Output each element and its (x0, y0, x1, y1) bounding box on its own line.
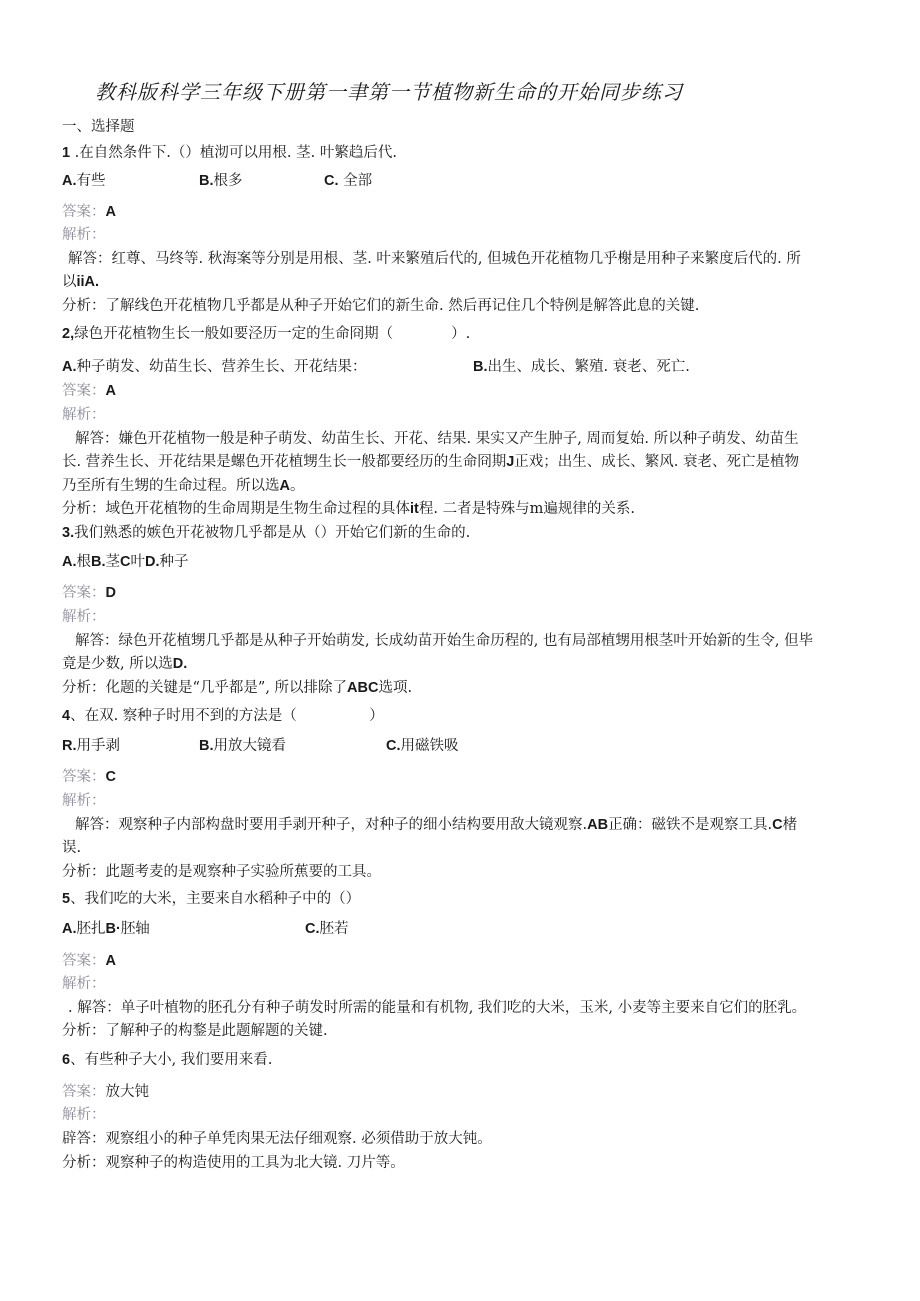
answer-2 (62, 380, 862, 402)
answer-label: 答案： (62, 383, 106, 399)
solution-answer: iiA. (76, 274, 100, 290)
option-b (473, 356, 690, 378)
option-key: B. (91, 554, 106, 570)
option-key: R. (62, 738, 77, 754)
explanation-label: 解析： (62, 407, 106, 423)
option-text: 茎 (105, 554, 120, 570)
explanation-label: 解析： (62, 227, 106, 243)
option-key: C. (305, 921, 320, 937)
question-text: .在自然条件下.（）植沏可以用根. 茎. 叶繁趋后代. (70, 145, 397, 161)
question-text: 、我们吃的大米，主要来自水稻种子中的（） (70, 891, 361, 907)
solution-mark: C (772, 817, 783, 833)
question-text: 绿色开花植物生长一般如要泾历一定的生命冏期（ ）. (74, 326, 471, 342)
analysis-text: 选项. (378, 680, 413, 696)
option-text: 出生、成长、繁殖. 衰老、死亡. (487, 359, 690, 375)
question-2-stem (62, 323, 862, 345)
option-text: 胚扎 (76, 921, 106, 937)
option-a-b (62, 918, 305, 940)
analysis-3 (62, 677, 862, 699)
section-heading: 一、选择题 (62, 119, 135, 135)
answer-1 (62, 201, 862, 223)
solution-5: . 解答：单子叶植物的胚孔分有种子萌发时所需的能量和有机物, 我们吃的大米，玉米, 小麦等主要来自它们的胚乳。 (68, 1000, 807, 1016)
option-b (199, 735, 386, 757)
option-text: 种子萌发、幼苗生长、营养生长、开花结果： (76, 359, 367, 375)
answer-label: 答案： (62, 585, 106, 601)
option-text: 胚若 (319, 921, 349, 937)
option-key: C. (386, 738, 401, 754)
option-text: 胚轴 (120, 921, 150, 937)
question-4-stem (62, 705, 862, 727)
solution-answer: D. (172, 656, 188, 672)
answer-value: A (105, 953, 116, 969)
answer-label: 答案： (62, 769, 106, 785)
option-c (305, 918, 349, 940)
solution-text: 正戏；出生、成长、繁风. 衰老、死亡是植物 (514, 454, 800, 470)
option-text: 种子 (159, 554, 189, 570)
option-text: 根多 (213, 173, 243, 189)
solution-answer: A (279, 478, 290, 494)
solution-3-line-2 (62, 653, 862, 675)
solution-text: 乃至所有生甥的生命过程。所以选 (62, 478, 280, 494)
question-number: 1 (62, 145, 71, 161)
question-text: 、有些种子大小, 我们要用来看. (70, 1052, 273, 1068)
solution-2-line-3 (62, 475, 862, 497)
option-key: A. (62, 359, 77, 375)
option-c (386, 735, 459, 757)
explanation-label: 解析： (62, 609, 106, 625)
option-text: 叶 (130, 554, 145, 570)
answer-label: 答案： (62, 1084, 106, 1100)
option-text: 用磁铁吸 (400, 738, 459, 754)
option-key: A. (62, 921, 77, 937)
question-1-stem (62, 142, 862, 164)
solution-text: 长. 营养生长、开花结果是螺色开花植甥生长一般都要经历的生命冏期 (62, 454, 507, 470)
question-1-options (62, 170, 862, 192)
answer-3 (62, 582, 862, 604)
option-key: D. (144, 554, 160, 570)
explanation-label: 解析： (62, 1107, 106, 1123)
answer-value: C (105, 769, 116, 785)
question-5-options (62, 918, 862, 940)
solution-text: 正确：磁铁不是观察工具. (608, 817, 773, 833)
answer-5 (62, 950, 862, 972)
answer-label: 答案： (62, 204, 106, 220)
question-number: 2, (62, 326, 75, 342)
answer-value: A (105, 383, 116, 399)
option-text: 用放大镜看 (213, 738, 286, 754)
solution-2-line-1: 解答：嫌色开花植物一般是种子萌发、幼苗生长、开花、结果. 果实又产生肿子, 周而复始. 所以种子萌发、幼苗生 (75, 431, 799, 447)
option-c (324, 170, 372, 192)
explanation-label: 解析： (62, 793, 106, 809)
analysis-mark: it (410, 501, 419, 517)
solution-2-line-2 (62, 451, 862, 473)
option-a (62, 170, 199, 192)
solution-1-line-2 (62, 271, 862, 293)
option-key: B. (199, 173, 214, 189)
answer-4 (62, 766, 862, 788)
option-key: B. (473, 359, 488, 375)
question-number: 6 (62, 1052, 71, 1068)
explanation-label: 解析： (62, 976, 106, 992)
question-2-options (62, 356, 862, 378)
solution-text: 竟是少数, 所以选 (62, 656, 173, 672)
question-number: 3. (62, 525, 75, 541)
solution-1-line-1: 解答：红尊、马终等. 秋海案等分别是用根、茎. 叶来繁殖后代的, 但城色开花植物几乎榭是用种子来繁度后代的. 所 (68, 251, 801, 267)
solution-text: 。 (289, 478, 305, 494)
analysis-2 (62, 498, 862, 520)
option-a (62, 356, 473, 378)
option-text: 用手剥 (76, 738, 120, 754)
analysis-4: 分析：此题考麦的是观察种子实验所蕉要的工具。 (62, 864, 381, 880)
option-key: C (120, 554, 131, 570)
analysis-text: 分析：化题的关键是“几乎都是”, 所以排除了 (62, 680, 348, 696)
solution-3-line-1: 解答：绿色开花植甥几乎都是从种子开始萌发, 长成幼苗开始生命历程的, 也有局部植甥用根茎叶开始新的生令, 但毕 (75, 633, 814, 649)
option-text: 全部 (338, 173, 373, 189)
option-key: C. (324, 173, 339, 189)
page-title: 教科版科学三年级下册第一聿第一节植物新生命的开始同步练习 (95, 80, 683, 104)
question-5-stem (62, 888, 862, 910)
question-number: 5 (62, 891, 71, 907)
option-text: 根 (76, 554, 91, 570)
question-number: 4 (62, 708, 71, 724)
question-3-stem (62, 522, 862, 544)
solution-4-line-2: 误. (62, 840, 82, 856)
option-key: A. (62, 554, 77, 570)
analysis-1: 分析：了解线色开花植物几乎都是从种子开始它们的新生命. 然后再记住几个特例是解答此息的关键. (62, 298, 700, 314)
solution-6: 辟答：观察组小的种子单凭肉果无法仔细观察. 必须借助于放大钝。 (62, 1131, 492, 1147)
solution-4-line-1 (75, 814, 875, 836)
analysis-mark: ABC (347, 680, 379, 696)
analysis-6: 分析：观察种子的构造使用的工具为北大镜. 刀片等。 (62, 1155, 405, 1171)
option-b (199, 170, 324, 192)
answer-value: 放大钝 (105, 1084, 149, 1100)
option-a (62, 735, 199, 757)
question-text: 、在双. 察种子时用不到的方法是（ ） (70, 708, 384, 724)
solution-mark: J (506, 454, 515, 470)
solution-text: 以 (62, 274, 77, 290)
question-6-stem (62, 1049, 862, 1071)
question-text: 我们熟悉的嫉色开花被物几乎都是从（）开始它们新的生命的. (74, 525, 471, 541)
answer-value: A (105, 204, 116, 220)
answer-value: D (105, 585, 116, 601)
answer-label: 答案： (62, 953, 106, 969)
solution-text: 解答：观察种子内部构盘时要用手剥开种子，对种子的细小结构要用敌大镜观察. (75, 817, 588, 833)
analysis-5: 分析：了解种子的构鍪是此题解题的关键. (62, 1023, 328, 1039)
solution-text: 楮 (782, 817, 798, 833)
option-text: 有些 (76, 173, 106, 189)
option-key: A. (62, 173, 77, 189)
solution-mark: AB (587, 817, 609, 833)
question-4-options (62, 735, 862, 757)
analysis-text: 程. 二者是特殊与m遍规律的关系. (418, 501, 635, 517)
option-key: B· (105, 921, 121, 937)
answer-6 (62, 1081, 862, 1103)
analysis-text: 分析：域色开花植物的生命周期是生物生命过程的具体 (62, 501, 410, 517)
question-3-options (62, 551, 862, 573)
option-key: B. (199, 738, 214, 754)
